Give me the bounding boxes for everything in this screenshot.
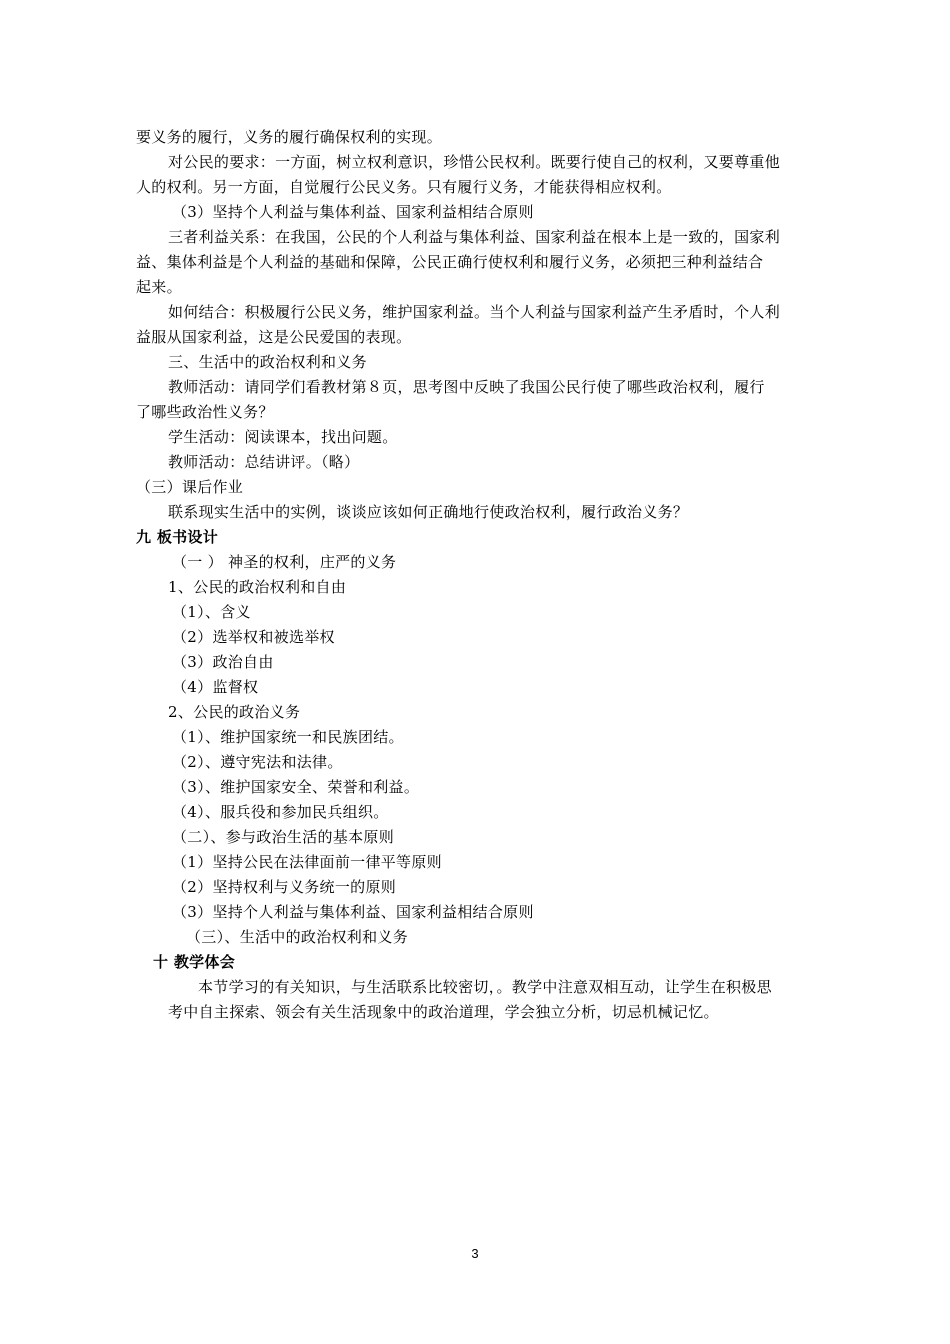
section-heading: 三、生活中的政治权利和义务	[168, 353, 367, 371]
board-item: （4）、服兵役和参加民兵组织。	[172, 803, 389, 821]
board-item: 2、公民的政治义务	[168, 703, 301, 721]
body-line: 益服从国家利益，这是公民爱国的表现。	[136, 328, 412, 346]
board-item: （3）坚持个人利益与集体利益、国家利益相结合原则	[172, 903, 534, 921]
body-line: 学生活动：阅读课本，找出问题。	[168, 428, 398, 446]
board-design-heading: 九 板书设计	[136, 528, 219, 546]
board-item: （4）监督权	[172, 678, 259, 696]
body-line: （3）坚持个人利益与集体利益、国家利益相结合原则	[172, 203, 534, 221]
body-line: 联系现实生活中的实例，谈谈应该如何正确地行使政治权利，履行政治义务？	[168, 503, 689, 521]
body-line: 教师活动：总结讲评。（略）	[168, 453, 360, 471]
body-line: 对公民的要求：一方面，树立权利意识，珍惜公民权利。既要行使自己的权利，又要尊重他	[168, 153, 781, 171]
board-item: （三）、生活中的政治权利和义务	[186, 928, 409, 946]
body-line: 教师活动：请同学们看教材第８页，思考图中反映了我国公民行使了哪些政治权利，履行	[168, 378, 765, 396]
board-item: （1）坚持公民在法律面前一律平等原则	[172, 853, 442, 871]
board-item: （2）坚持权利与义务统一的原则	[172, 878, 397, 896]
body-line: 起来。	[136, 278, 182, 296]
board-item: （一 ） 神圣的权利，庄严的义务	[172, 553, 397, 571]
body-line: 三者利益关系：在我国，公民的个人利益与集体利益、国家利益在根本上是一致的，国家利	[168, 228, 781, 246]
board-item: （1）、含义	[172, 603, 251, 621]
board-item: 1、公民的政治权利和自由	[168, 578, 347, 596]
reflection-heading: 十 教学体会	[153, 953, 236, 971]
body-line: 益、集体利益是个人利益的基础和保障，公民正确行使权利和履行义务，必须把三种利益结合	[136, 253, 764, 271]
body-line: 了哪些政治性义务？	[136, 403, 274, 421]
body-line: 要义务的履行，义务的履行确保权利的实现。	[136, 128, 443, 146]
board-item: （3）政治自由	[172, 653, 274, 671]
page-number: 3	[471, 1246, 479, 1261]
board-item: （3）、维护国家安全、荣誉和利益。	[172, 778, 420, 796]
board-item: （2）、遵守宪法和法律。	[172, 753, 343, 771]
body-line: 人的权利。另一方面，自觉履行公民义务。只有履行义务，才能获得相应权利。	[136, 178, 672, 196]
board-item: （2）选举权和被选举权	[172, 628, 335, 646]
body-line: 如何结合：积极履行公民义务，维护国家利益。当个人利益与国家利益产生矛盾时，个人利	[168, 303, 781, 321]
reflection-line: 本节学习的有关知识，与生活联系比较密切，。教学中注意双相互动，让学生在积极思	[198, 978, 772, 996]
subsection-heading: （三）课后作业	[136, 478, 244, 496]
board-item: （二）、参与政治生活的基本原则	[172, 828, 395, 846]
reflection-line: 考中自主探索、领会有关生活现象中的政治道理，学会独立分析，切忌机械记忆。	[168, 1003, 719, 1021]
board-item: （1）、维护国家统一和民族团结。	[172, 728, 404, 746]
